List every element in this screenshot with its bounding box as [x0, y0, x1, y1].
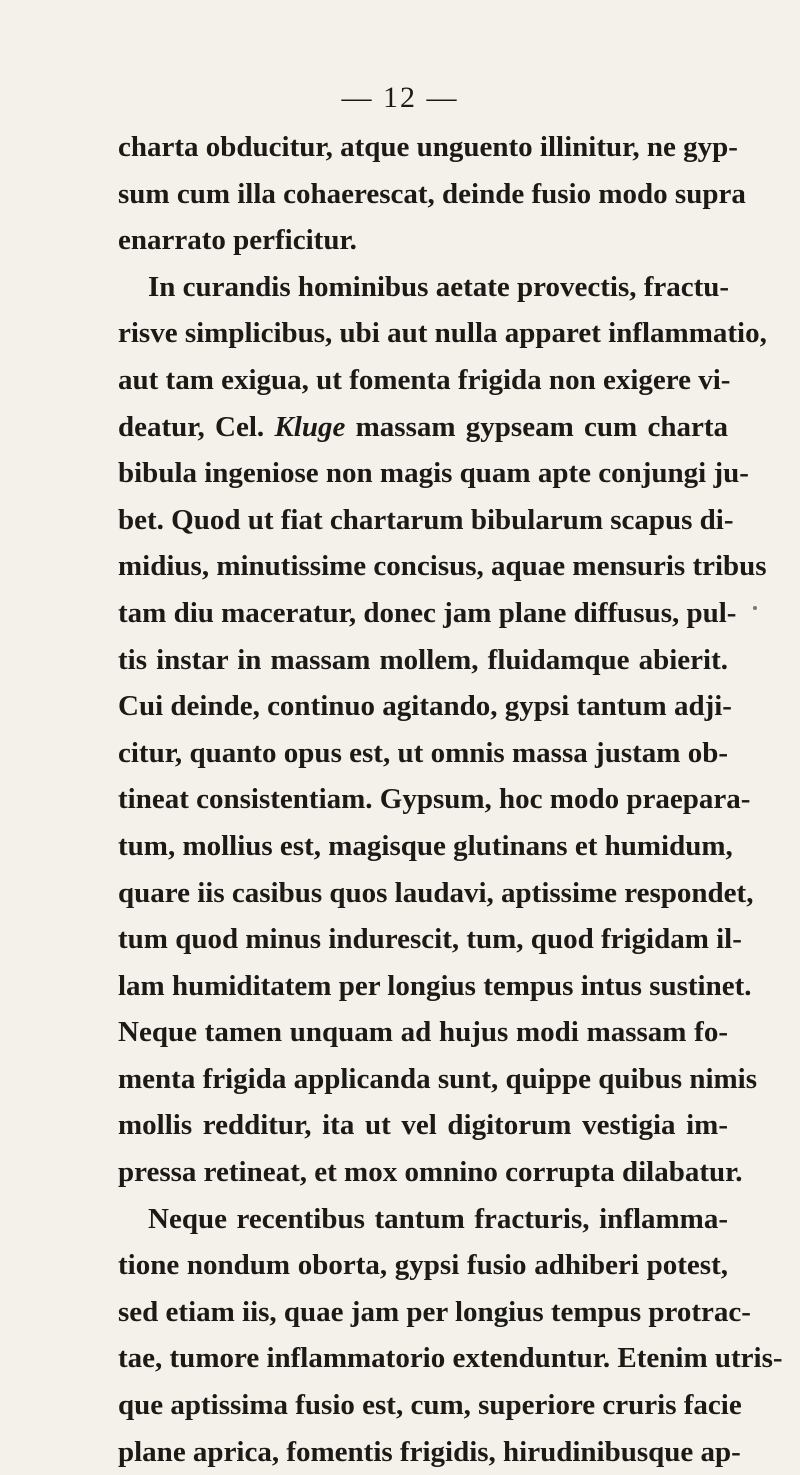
line-segment: massam gypseam cum charta [345, 410, 728, 443]
text-line: Cui deinde, continuo agitando, gypsi tantum adji- [118, 690, 732, 723]
ink-speck [753, 606, 757, 610]
text-line-with-author [118, 404, 728, 451]
text-line: tione nondum oborta, gypsi fusio adhiberi potest, [118, 1249, 728, 1282]
text-line: enarrato perficitur. [118, 224, 357, 257]
text-line: bet. Quod ut fiat chartarum bibularum scapus di- [118, 503, 734, 536]
text-line: tis instar in massam mollem, fluidamque abierit. [118, 643, 728, 676]
text-line: quare iis casibus quos laudavi, aptissime respondet, [118, 876, 754, 909]
text-line: midius, minutissime concisus, aquae mensuris tribus [118, 550, 767, 583]
text-line: que aptissima fusio est, cum, superiore cruris facie [118, 1389, 742, 1422]
text-line: pressa retineat, et mox omnino corrupta dilabatur. [118, 1156, 743, 1189]
text-line: mollis redditur, ita ut vel digitorum vestigia im- [118, 1109, 728, 1142]
text-line: bibula ingeniose non magis quam apte conjungi ju- [118, 457, 749, 490]
text-line: lam humiditatem per longius tempus intus sustinet. [118, 969, 752, 1002]
text-line: menta frigida applicanda sunt, quippe quibus nimis [118, 1062, 758, 1095]
text-line: tineat consistentiam. Gypsum, hoc modo praepara- [118, 783, 751, 816]
paragraph-start-line: In curandis hominibus aetate provectis, fractu- [148, 270, 730, 303]
text-line: risve simplicibus, ubi aut nulla apparet inflammatio, [118, 317, 767, 350]
text-line: citur, quanto opus est, ut omnis massa justam ob- [118, 736, 728, 769]
author-name-italic: Kluge [274, 410, 346, 443]
text-line: Neque tamen unquam ad hujus modi massam fo- [118, 1016, 728, 1049]
text-line: plane aprica, fomentis frigidis, hirudinibusque ap- [118, 1435, 741, 1468]
text-line: tum quod minus indurescit, tum, quod frigidam il- [118, 923, 742, 956]
text-line: sed etiam iis, quae jam per longius tempus protrac- [118, 1295, 751, 1328]
page-number: — 12 — [341, 81, 459, 114]
paragraph-start-line: Neque recentibus tantum fracturis, inflamma- [148, 1202, 728, 1235]
text-line: aut tam exigua, ut fomenta frigida non exigere vi- [118, 363, 731, 396]
text-line: tam diu maceratur, donec jam plane diffusus, pul- [118, 596, 737, 629]
body-text [118, 124, 783, 1475]
text-line: charta obducitur, atque unguento illinitur, ne gyp- [118, 131, 738, 163]
text-line: tae, tumore inflammatorio extenduntur. Etenim utris- [118, 1342, 783, 1375]
text-line: sum cum illa cohaerescat, deinde fusio modo supra [118, 177, 746, 210]
text-line: tum, mollius est, magisque glutinans et humidum, [118, 829, 733, 862]
line-segment: deatur, Cel. [118, 410, 275, 443]
